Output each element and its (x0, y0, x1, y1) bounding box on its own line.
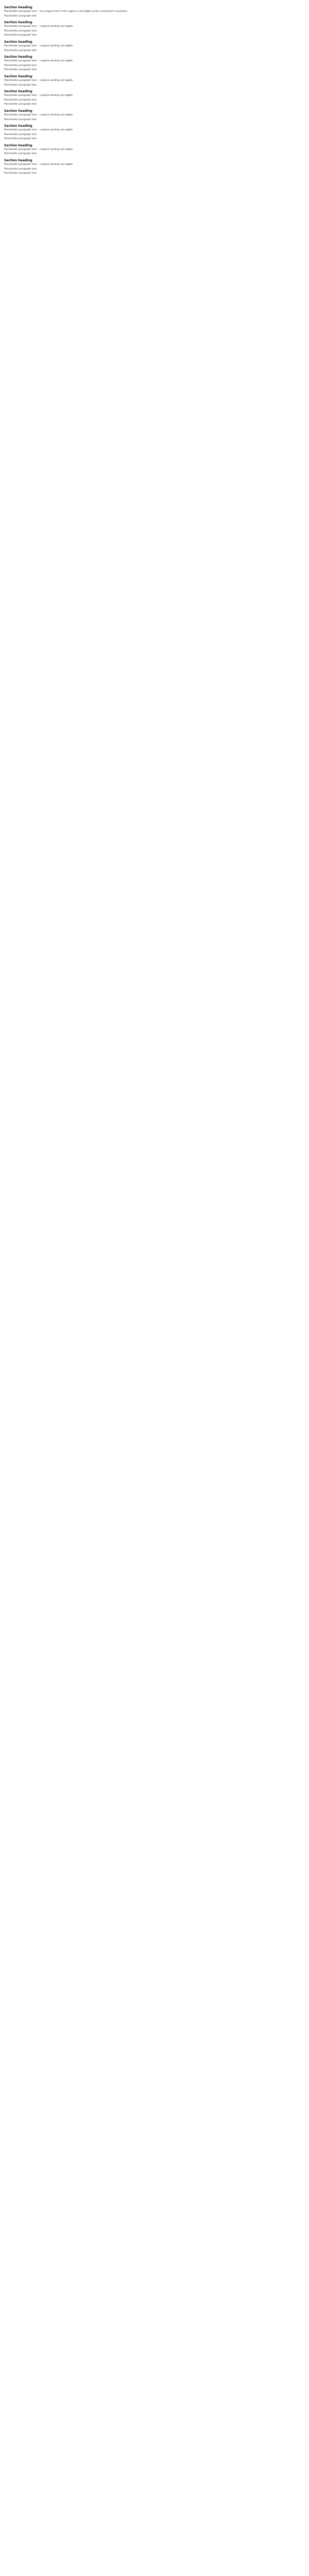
section-paragraph: Placeholder paragraph text. (4, 103, 38, 106)
document-section (4, 124, 305, 141)
section-paragraph: Placeholder paragraph text — original wording not legible. (4, 60, 74, 63)
section-paragraph: Placeholder paragraph text — original wording not legible. (4, 113, 74, 116)
section-paragraph: Placeholder paragraph text. (4, 98, 38, 101)
document-section (4, 158, 305, 176)
section-heading: Section heading (4, 109, 32, 113)
document-body (4, 5, 305, 176)
section-paragraph: Placeholder paragraph text. (4, 133, 38, 136)
document-section (4, 74, 305, 87)
section-paragraph: Placeholder paragraph text — original wording not legible. (4, 79, 74, 82)
document-section (4, 5, 305, 18)
document-section (4, 20, 305, 38)
section-heading: Section heading (4, 159, 32, 163)
section-paragraph: Placeholder paragraph text. (4, 64, 38, 67)
section-heading: Section heading (4, 90, 32, 94)
document-section (4, 89, 305, 107)
section-paragraph: Placeholder paragraph text — original wording not legible. (4, 129, 74, 132)
section-paragraph: Placeholder paragraph text — original wording not legible. (4, 44, 74, 47)
section-paragraph: Placeholder paragraph text. (4, 83, 38, 87)
section-heading: Section heading (4, 143, 32, 147)
section-heading: Section heading (4, 55, 32, 59)
section-paragraph: Placeholder paragraph text. (4, 172, 38, 175)
section-paragraph: Placeholder paragraph text — original wording not legible. (4, 148, 74, 151)
section-paragraph: Placeholder paragraph text — original wording not legible. (4, 163, 74, 166)
section-heading: Section heading (4, 74, 32, 78)
section-paragraph: Placeholder paragraph text — original wording not legible. (4, 25, 74, 28)
section-paragraph: Placeholder paragraph text. (4, 29, 38, 32)
section-paragraph: Placeholder paragraph text. (4, 152, 38, 156)
section-paragraph: Placeholder paragraph text. (4, 167, 38, 171)
document-section (4, 40, 305, 53)
section-heading: Section heading (4, 6, 32, 9)
section-paragraph: Placeholder paragraph text. (4, 49, 38, 52)
section-heading: Section heading (4, 40, 32, 44)
section-paragraph: Placeholder paragraph text. (4, 14, 38, 18)
section-heading: Section heading (4, 21, 32, 25)
section-paragraph: Placeholder paragraph text. (4, 69, 38, 72)
section-paragraph: Placeholder paragraph text — original wording not legible. (4, 94, 74, 97)
document-section (4, 55, 305, 72)
document-section (4, 143, 305, 156)
document-section (4, 109, 305, 122)
section-paragraph: Placeholder paragraph text — the original text in this region is not legible at the screenshot's resolution. (4, 10, 128, 13)
section-heading: Section heading (4, 124, 32, 128)
section-paragraph: Placeholder paragraph text. (4, 138, 38, 141)
section-paragraph: Placeholder paragraph text. (4, 118, 38, 121)
section-paragraph: Placeholder paragraph text. (4, 34, 38, 37)
